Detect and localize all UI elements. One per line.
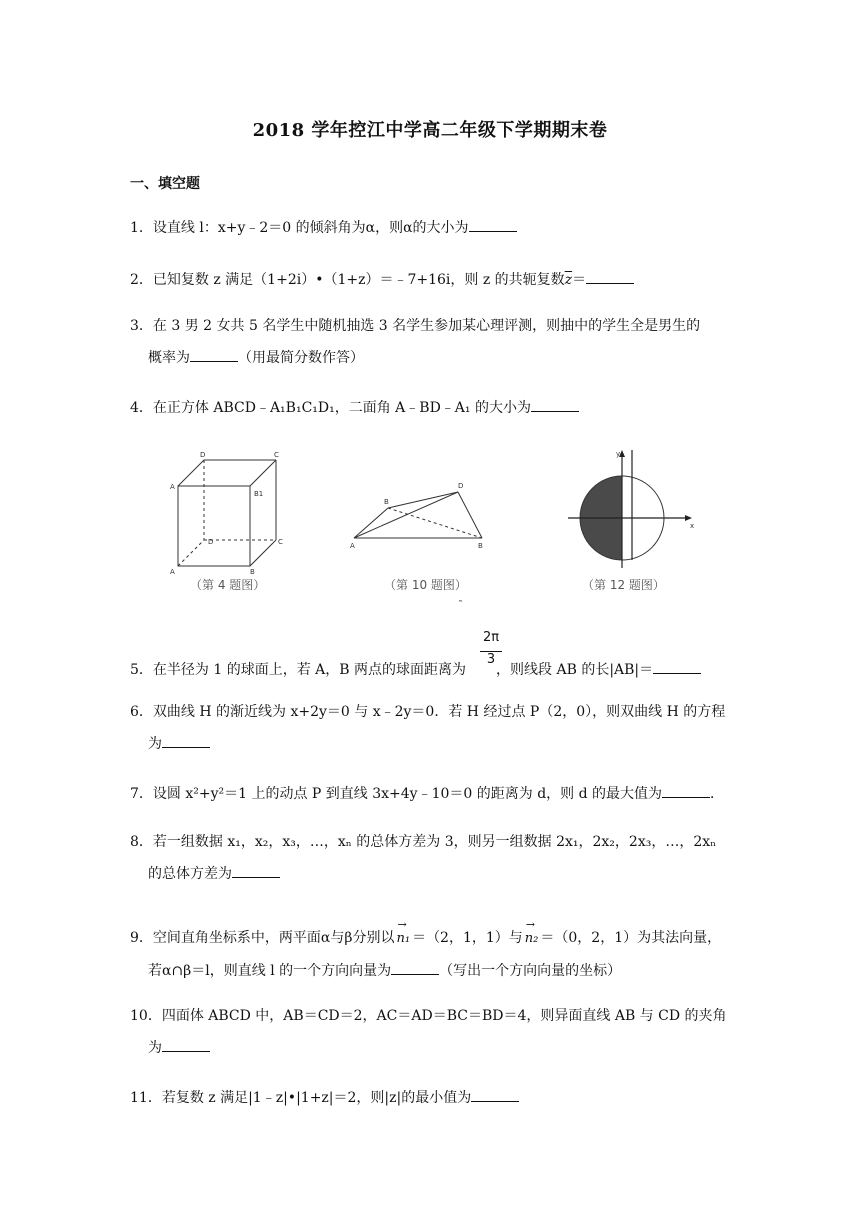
vertex-label: D <box>458 482 464 490</box>
vertex-label: B <box>384 498 389 506</box>
section-heading: 一、填空题 <box>130 176 200 192</box>
vertex-label: B1 <box>254 490 264 498</box>
answer-blank <box>190 348 238 362</box>
question-10 <box>130 1006 740 1058</box>
question-text: 10．四面体 ABCD 中，AB＝CD＝2，AC＝AD＝BC＝BD＝4，则异面直线 AB 与 CD 的夹角 <box>130 1008 727 1024</box>
vertex-label: D <box>200 451 206 459</box>
question-continuation <box>130 734 740 754</box>
question-continuation <box>130 1038 740 1058</box>
question-9 <box>130 918 740 981</box>
answer-blank <box>653 660 701 674</box>
answer-blank <box>391 961 439 975</box>
vertex-label: B <box>478 542 483 550</box>
question-text: 为 <box>148 1040 162 1056</box>
question-text: 3．在 3 男 2 女共 5 名学生中随机抽选 3 名学生参加某心理评测，则抽中的学生全是男生的 <box>130 318 701 334</box>
question-7 <box>130 784 740 804</box>
axis-label: y <box>616 450 621 458</box>
question-text: 为 <box>148 736 162 752</box>
vertex-label: C <box>274 451 279 459</box>
question-text: ，则线段 AB 的长|AB|＝ <box>496 662 654 678</box>
tetrahedron-diagram <box>348 448 498 578</box>
question-text: 1．设直线 l：x+y﹣2＝0 的倾斜角为α，则α的大小为 <box>130 220 469 236</box>
answer-blank <box>531 398 579 412</box>
fraction-numerator: 2π <box>482 630 500 645</box>
question-text: 2．已知复数 z 满足（1+2i）•（1+z）＝﹣7+16i，则 z 的共轭复数 <box>130 272 565 288</box>
answer-blank <box>471 1088 519 1102</box>
question-text: 若α∩β＝l，则直线 l 的一个方向向量为 <box>148 963 392 979</box>
question-3 <box>130 316 740 368</box>
halfdisk-diagram <box>560 448 700 578</box>
question-text: （0，2，1）为其法向量， <box>554 930 722 946</box>
vertex-label: C <box>278 538 283 546</box>
figure-cube <box>170 448 300 592</box>
question-4 <box>130 398 740 418</box>
conjugate-z-symbol: $\overline{z}$ <box>564 272 573 288</box>
vector-arrow-icon: → <box>525 918 536 931</box>
question-note: （写出一个方向向量的坐标） <box>439 963 622 979</box>
vertex-label: A <box>170 568 175 576</box>
question-6 <box>130 702 740 754</box>
question-text: 概率为 <box>148 350 190 366</box>
vertex-label: A <box>350 542 355 550</box>
answer-blank <box>662 784 710 798</box>
question-continuation <box>130 348 740 368</box>
vector-symbol: n₂ <box>524 931 539 946</box>
answer-blank <box>162 1038 210 1052</box>
equals-sign: ＝ <box>412 930 427 946</box>
question-text: 6．双曲线 H 的渐近线为 x+2y＝0 与 x﹣2y＝0．若 H 经过点 P（2，0），则双曲线 H 的方程 <box>130 704 726 720</box>
answer-blank <box>469 218 517 232</box>
figure-halfdisk <box>560 448 700 592</box>
vector-arrow-icon: → <box>397 918 407 931</box>
figure-caption: （第 12 题图） <box>582 578 665 592</box>
equals-sign: ＝ <box>572 272 587 288</box>
stray-mark: ˜ <box>458 600 463 611</box>
cube-diagram <box>170 448 300 578</box>
question-text: 8．若一组数据 x₁，x₂，x₃，…，xₙ 的总体方差为 3，则另一组数据 2x₁，2x₂，2x₃，…，2xₙ <box>130 834 717 850</box>
question-11 <box>130 1088 740 1108</box>
question-text: 9．空间直角坐标系中，两平面α与β分别以 <box>130 930 395 946</box>
question-text: 的总体方差为 <box>148 866 232 882</box>
question-continuation <box>130 961 740 981</box>
question-continuation <box>130 864 740 884</box>
equals-sign: ＝ <box>540 930 555 946</box>
question-text: （2，1，1）与 <box>426 930 523 946</box>
question-1 <box>130 218 740 238</box>
question-text: 5．在半径为 1 的球面上，若 A，B 两点的球面距离为 <box>130 662 467 678</box>
figure-caption: （第 4 题图） <box>190 578 266 592</box>
figure-tetrahedron <box>348 448 498 592</box>
question-8 <box>130 832 740 884</box>
vector-n1 <box>396 918 411 949</box>
page-title: 2018 学年控江中学高二年级下学期期末卷 <box>252 120 608 141</box>
vector-symbol: n₁ <box>396 931 411 946</box>
figures-row <box>160 448 720 608</box>
vertex-label: D <box>208 538 214 546</box>
answer-blank <box>586 270 634 284</box>
vertex-label: B <box>250 568 255 576</box>
fraction-denominator: 3 <box>480 651 502 667</box>
question-text: 11．若复数 z 满足|1﹣z|•|1+z|＝2，则|z|的最小值为 <box>130 1090 472 1106</box>
question-2 <box>130 270 740 290</box>
figure-caption: （第 10 题图） <box>384 578 467 592</box>
question-text: 7．设圆 x²+y²＝1 上的动点 P 到直线 3x+4y﹣10＝0 的距离为 d，则 d 的最大值为 <box>130 786 663 802</box>
axis-label: x <box>690 522 695 530</box>
vector-n2 <box>524 918 539 949</box>
question-5 <box>130 660 740 680</box>
question-text: 4．在正方体 ABCD﹣A₁B₁C₁D₁，二面角 A﹣BD﹣A₁ 的大小为 <box>130 400 531 416</box>
answer-blank <box>162 734 210 748</box>
question-note: （用最简分数作答） <box>238 350 364 366</box>
vertex-label: A <box>170 483 175 491</box>
question-text: ． <box>710 786 725 802</box>
answer-blank <box>232 864 280 878</box>
